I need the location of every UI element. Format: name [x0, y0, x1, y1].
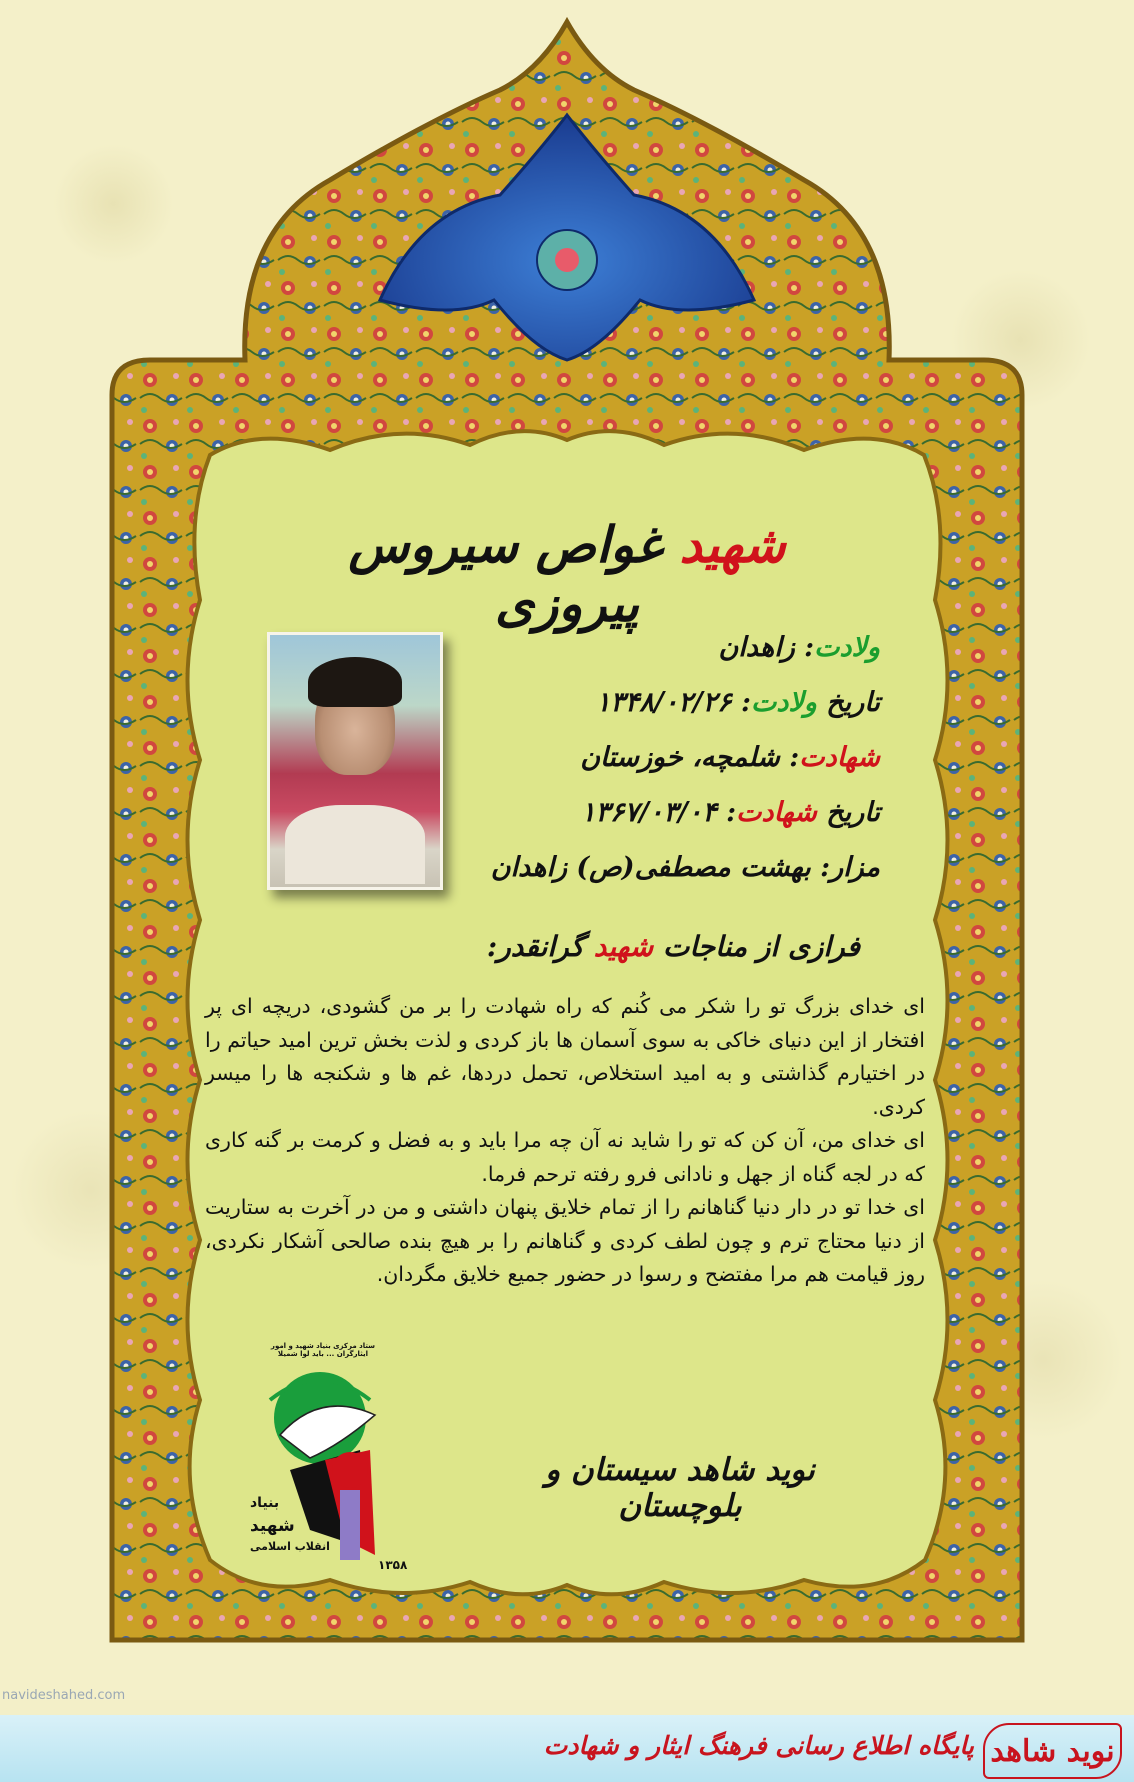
martyrdom-place-label: شهادت [799, 742, 880, 773]
logo-arc-text: ستاد مرکزی بنیاد شهید و امور ایثارگران ... باید لوا شمیلا [270, 1342, 376, 1358]
martyrdom-date-value: : ۱۳۶۷/۰۳/۰۴ [581, 797, 737, 828]
birth-place-line [718, 632, 880, 663]
martyrdom-place-line [580, 742, 880, 773]
logo-year: ۱۳۵۸ [378, 1558, 408, 1572]
martyrdom-date-line [581, 797, 880, 828]
martyrdom-date-label: شهادت [736, 797, 817, 828]
martyr-photo [267, 632, 443, 890]
martyrdom-place-value: : شلمچه، خوزستان [580, 742, 800, 773]
footer-brand-logo[interactable]: نوید شاهد [983, 1723, 1122, 1779]
birth-date-line [596, 687, 880, 718]
martyrdom-date-label-prefix: تاریخ [816, 797, 880, 828]
footer-site-label[interactable]: پایگاه اطلاع رسانی فرهنگ ایثار و شهادت [543, 1731, 974, 1760]
watermark: navideshahed.com [2, 1688, 126, 1703]
birth-place-label: ولادت [814, 632, 880, 663]
prayer-text [205, 990, 925, 1292]
title-prefix: شهید [679, 515, 786, 574]
prayer-heading-part1: فرازی از مناجات [653, 930, 860, 963]
signature: نوید شاهد سیستان و بلوچستان [545, 1452, 815, 1524]
prayer-paragraph: ای خدای من، آن کن که تو را شاید نه آن چه مرا باید و به فضل و کرمت بر گنه کاری که در لجه گناه از جهل و نادانی فرو رفته ترحم فرما. [205, 1128, 925, 1186]
title-name: غواص سیروس پیروزی [348, 515, 662, 633]
logo-emblem-icon [250, 1340, 500, 1600]
birth-date-label: ولادت [750, 687, 817, 718]
footer-bar [0, 1715, 1134, 1782]
prayer-paragraph: ای خدای بزرگ تو را شکر می کُنم که راه شهادت را بر من گشودی، دریچه ای پر افتخار از این دنیای خاکی به سوی آسمان ها باز کردی و لذت بخش ترین امید حیاتم را در اختیارم گذاشتی و به امید استخلاص، تحمل دردها، غم ها و شکنجه ها را میسر کردی. [205, 994, 925, 1119]
prayer-paragraph: ای خدا تو در دار دنیا گناهانم را از تمام خلایق پنهان داشتی و من در آخرت به ستاریت از دنیا محتاج ترم و چون لطف کردی و گناهانم را بر هیچ بنده صالحی آشکار نکردی، روز قیامت هم مرا مفتضح و رسوا در حضور جمیع خلایق مگردان. [205, 1195, 925, 1286]
birth-place-value: : زاهدان [718, 632, 815, 663]
burial-line: مزار: بهشت مصطفی(ص) زاهدان [490, 852, 880, 883]
birth-date-value: : ۱۳۴۸/۰۲/۲۶ [595, 687, 751, 718]
foundation-logo [250, 1340, 500, 1600]
prayer-heading [400, 930, 860, 963]
page-title [300, 515, 834, 633]
logo-line2: شهید [250, 1516, 295, 1536]
birth-date-label-prefix: تاریخ [816, 687, 880, 718]
prayer-heading-highlight: شهید [593, 930, 654, 963]
prayer-heading-part3: گرانقدر: [486, 930, 594, 963]
logo-line1: بنیاد [250, 1495, 280, 1511]
logo-line3: انقلاب اسلامی [250, 1540, 330, 1553]
